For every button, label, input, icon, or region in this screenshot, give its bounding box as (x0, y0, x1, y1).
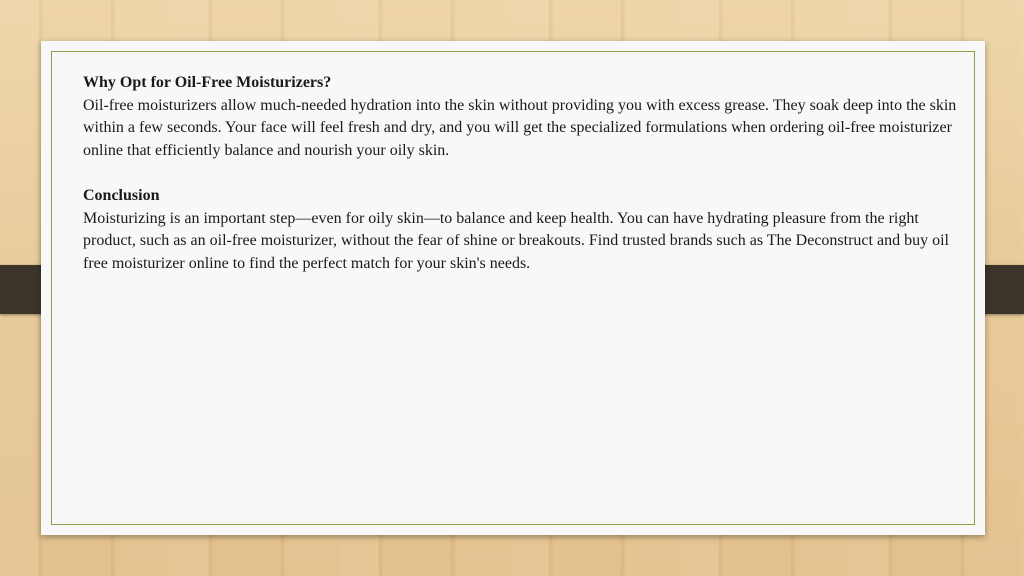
section-conclusion (83, 185, 963, 275)
section-heading: Conclusion (83, 187, 160, 204)
section-why-oil-free (83, 72, 963, 162)
slide-content (83, 72, 963, 298)
section-body: Moisturizing is an important step—even for oily skin—to balance and keep health. You can have hydrating pleasure from the right product, such as an oil-free moisturizer, without the fear of shine or breakouts. Find trusted brands such as The Deconstruct and buy oil free moisturizer online to find the perfect match for your skin's needs. (83, 209, 949, 272)
section-body: Oil-free moisturizers allow much-needed hydration into the skin without providing you with excess grease. They soak deep into the skin within a few seconds. Your face will feel fresh and dry, and you will get the specialized formulations when ordering oil-free moisturizer online that efficiently balance and nourish your oily skin. (83, 96, 957, 159)
section-heading: Why Opt for Oil-Free Moisturizers? (83, 74, 332, 91)
